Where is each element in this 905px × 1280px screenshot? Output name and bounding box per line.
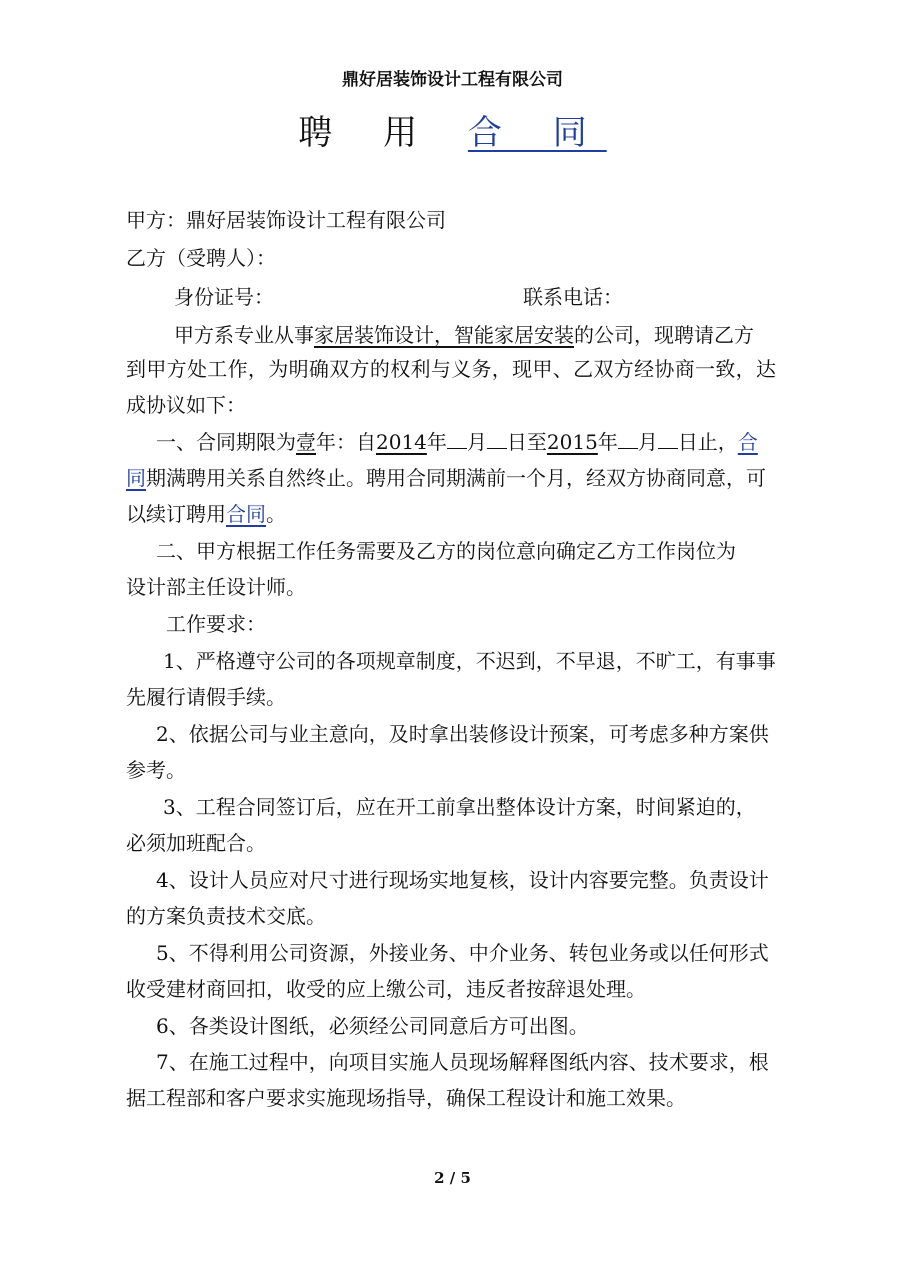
clause-text: 期满聘用关系自然终止。聘用合同期满前一个月，经双方协商同意，可 [146, 466, 766, 490]
title-prefix: 聘 用 [298, 113, 468, 153]
requirement-5-line-2: 收受建材商回扣，收受的应上缴公司，违反者按辞退处理。 [126, 977, 646, 1001]
phone-label: 联系电话： [523, 285, 623, 309]
party-b-line: 乙方（受聘人）： [126, 246, 276, 270]
clause-text: 年 [597, 430, 618, 454]
contract-term: 壹 [296, 430, 316, 454]
requirement-2-line-2: 参考。 [126, 758, 186, 782]
clause-2-line-1: 二、甲方根据工作任务需要及乙方的岗位意向确定乙方工作岗位为 [156, 539, 736, 563]
requirement-7-line-1: 7、在施工过程中，向项目实施人员现场解释图纸内容、技术要求，根 [156, 1050, 769, 1074]
end-year: 2015 [546, 430, 598, 454]
intro-line-1 [174, 320, 754, 350]
start-month-blank[interactable] [447, 428, 467, 449]
clause-text: 年 [426, 430, 447, 454]
requirement-2-line-1: 2、依据公司与业主意向，及时拿出装修设计预案，可考虑多种方案供 [156, 722, 769, 746]
start-day-blank[interactable] [487, 428, 507, 449]
requirements-heading: 工作要求： [166, 612, 266, 636]
contract-link[interactable]: 合同 [226, 502, 266, 526]
id-number-label: 身份证号： [174, 285, 274, 309]
clause-1-line-3 [126, 499, 286, 529]
intro-text: 的公司，现聘请乙方 [574, 323, 754, 347]
clause-text: 日至 [506, 430, 547, 454]
requirement-3-line-2: 必须加班配合。 [126, 831, 266, 855]
intro-line-2: 到甲方处工作，为明确双方的权利与义务，现甲、乙双方经协商一致，达 [126, 357, 776, 381]
clause-text: 。 [266, 502, 286, 526]
requirement-6-line-1: 6、各类设计图纸，必须经公司同意后方可出图。 [156, 1014, 589, 1038]
contract-link[interactable]: 合 [737, 430, 758, 454]
clause-1-line-1 [156, 427, 758, 457]
end-day-blank[interactable] [658, 428, 678, 449]
clause-text: 月 [466, 430, 487, 454]
requirement-1-line-2: 先履行请假手续。 [126, 685, 286, 709]
requirement-5-line-1: 5、不得利用公司资源，外接业务、中介业务、转包业务或以任何形式 [156, 941, 769, 965]
requirement-4-line-1: 4、设计人员应对尺寸进行现场实地复核，设计内容要完整。负责设计 [156, 868, 769, 892]
intro-line-3: 成协议如下： [126, 393, 246, 417]
clause-1-line-2 [126, 463, 766, 493]
contract-link[interactable]: 同 [126, 466, 146, 490]
document-title [0, 108, 905, 158]
clause-text: 月 [637, 430, 658, 454]
clause-text: 日止， [677, 430, 738, 454]
party-a-line: 甲方：鼎好居装饰设计工程有限公司 [126, 208, 446, 232]
requirement-3-line-1: 3、工程合同签订后，应在开工前拿出整体设计方案，时间紧迫的， [163, 795, 756, 819]
clause-2-line-2: 设计部主任设计师。 [126, 575, 306, 599]
company-header: 鼎好居装饰设计工程有限公司 [342, 70, 563, 90]
clause-text: 年：自 [316, 430, 376, 454]
business-scope: 家居装饰设计，智能家居安装 [314, 323, 574, 347]
intro-text: 甲方系专业从事 [174, 323, 314, 347]
requirement-4-line-2: 的方案负责技术交底。 [126, 904, 326, 928]
page-number: 2 / 5 [434, 1169, 471, 1187]
end-month-blank[interactable] [618, 428, 638, 449]
title-contract-link[interactable]: 合 同 [467, 113, 607, 153]
start-year: 2014 [376, 430, 427, 454]
requirement-7-line-2: 据工程部和客户要求实施现场指导，确保工程设计和施工效果。 [126, 1086, 686, 1110]
clause-text: 以续订聘用 [126, 502, 226, 526]
clause-text: 一、合同期限为 [156, 430, 296, 454]
requirement-1-line-1: 1、严格遵守公司的各项规章制度，不迟到，不早退，不旷工，有事事 [163, 649, 776, 673]
